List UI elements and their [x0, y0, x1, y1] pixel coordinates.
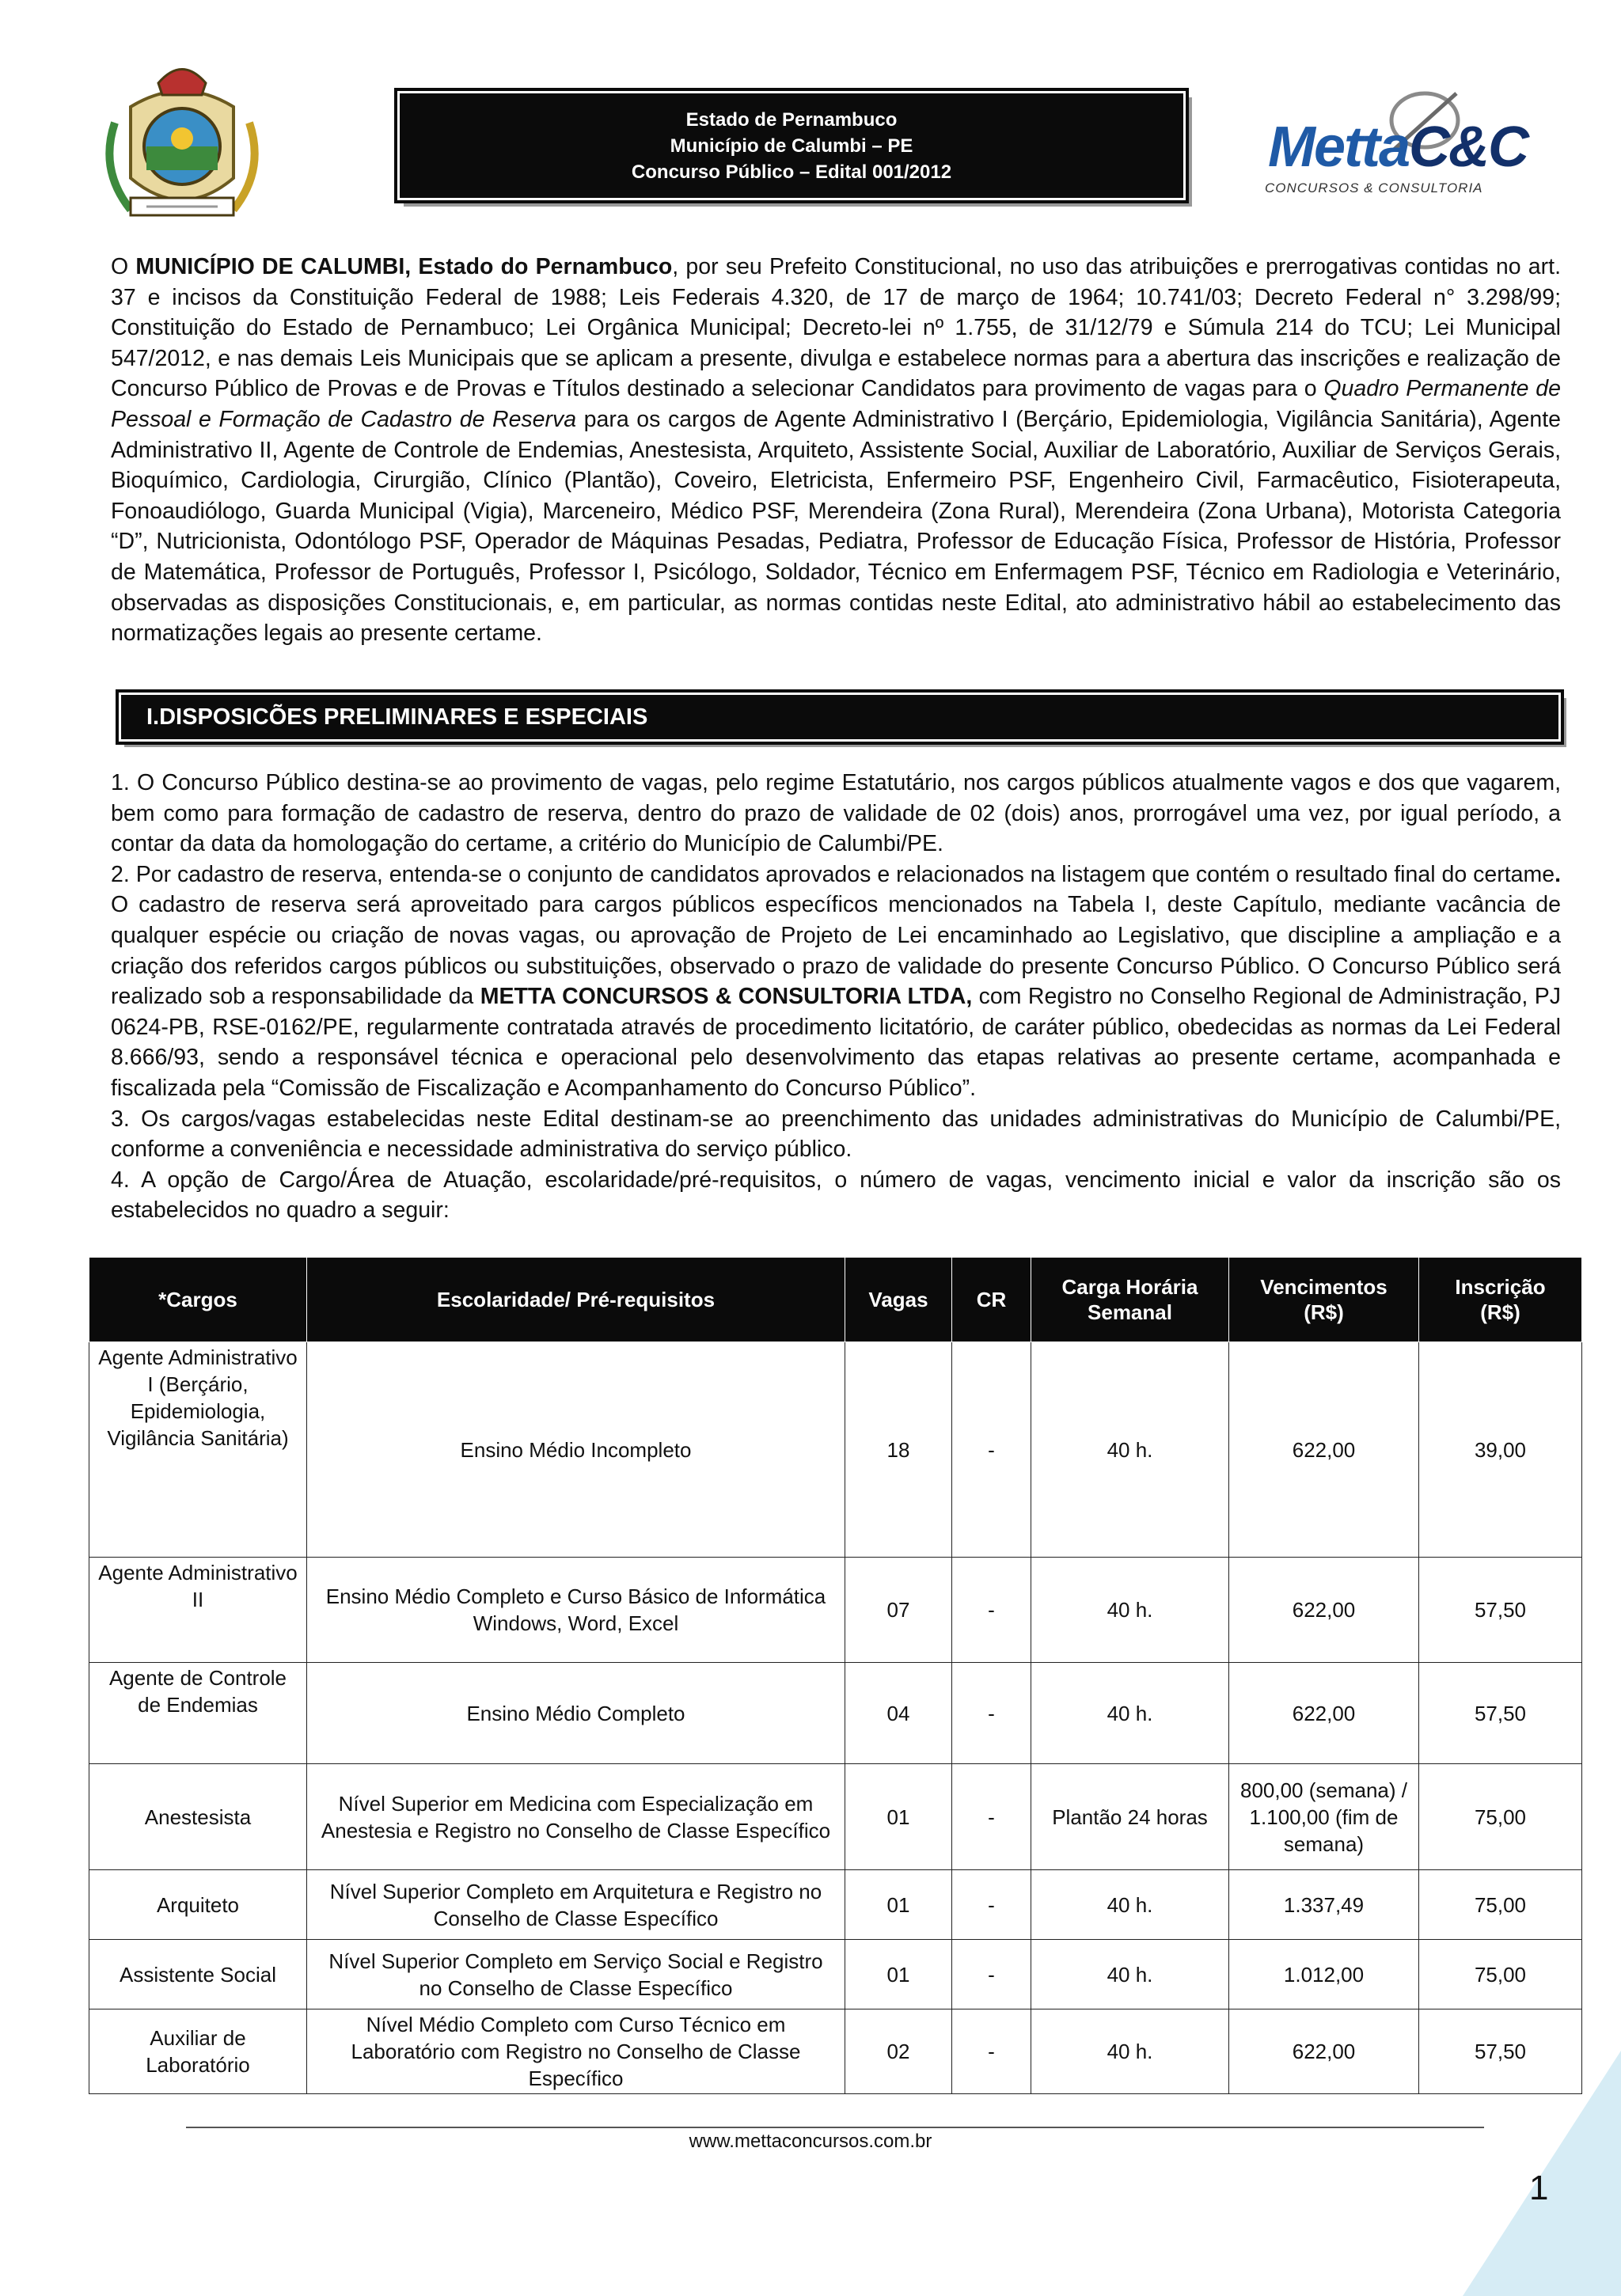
logo-name: MettaC&C [1268, 116, 1528, 179]
item-2: 2. Por cadastro de reserva, entenda-se o conjunto de candidatos aprovados e relacionados na listagem que contém o resultado final do certame. O cadastro de reserva será aproveitado para cargos públicos específicos mencionados na Tabela I, deste Capítulo, mediante vacância de qualquer espécie ou criação de novas vagas, ou aprovação de Projeto de Lei encaminhado ao Legislativo, que discipline a ampliação e a criação dos referidos cargos públicos ou substituições, observado o prazo de validade do presente Concurso Público. O Concurso Público será realizado sob a responsabilidade da METTA CONCURSOS & CONSULTORIA LTDA, com Registro no Conselho Regional de Administração, PJ 0624-PB, RSE-0162/PE, regularmente contratada através de procedimento licitatório, de caráter público, obedecidas as normas da Lei Federal 8.666/93, sendo a responsável técnica e operacional pelo desenvolvimento das etapas relativas ao presente certame, acompanhada e fiscalizada pela “Comissão de Fiscalização e Acompanhamento do Concurso Público”. [111, 861, 1561, 1101]
col-escolaridade: Escolaridade/ Pré-requisitos [307, 1258, 845, 1342]
quadro-permanente: Quadro Permanente de Pessoal e Formação de Cadastro de Reserva [111, 376, 1561, 432]
table-row: Agente de Controle de Endemias Ensino Médio Completo 04 - 40 h. 622,00 57,50 [89, 1663, 1582, 1764]
item-1: 1. O Concurso Público destina-se ao provimento de vagas, pelo regime Estatutário, nos cargos públicos atualmente vagos e dos que vagarem, bem como para formação de cadastro de reserva, dentro do prazo de validade de 02 (dois) anos, prorrogável uma vez, por igual período, a contar da data da homologação do certame, a critério do Município de Calumbi/PE. [111, 770, 1561, 857]
logo-tagline: CONCURSOS & CONSULTORIA [1265, 180, 1483, 195]
col-cargo: *Cargos [89, 1258, 307, 1342]
section-items [111, 768, 1561, 1226]
col-vagas: Vagas [845, 1258, 952, 1342]
table-row: Anestesista Nível Superior em Medicina com Especialização em Anestesia e Registro no Conselho de Classe Específico 01 - Plantão 24 horas 800,00 (semana) / 1.100,00 (fim de semana) 75,00 [89, 1764, 1582, 1870]
municipal-crest-icon [99, 59, 265, 233]
header-title-box [397, 91, 1186, 200]
col-cr: CR [952, 1258, 1031, 1342]
item-4: 4. A opção de Cargo/Área de Atuação, escolaridade/pré-requisitos, o número de vagas, vencimento inicial e valor da inscrição são os estabelecidos no quadro a seguir: [111, 1167, 1561, 1224]
header-municipality: Município de Calumbi – PE [670, 135, 913, 157]
header-edital: Concurso Público – Edital 001/2012 [631, 161, 952, 183]
table-row: Arquiteto Nível Superior Completo em Arquitetura e Registro no Conselho de Classe Específico 01 - 40 h. 1.337,49 75,00 [89, 1870, 1582, 1940]
table-header-row [89, 1258, 1582, 1342]
item-3: 3. Os cargos/vagas estabelecidas neste Edital destinam-se ao preenchimento das unidades administrativas do Município de Calumbi/PE, conforme a conveniência e necessidade administrativa do serviço público. [111, 1106, 1561, 1163]
metta-company-name: METTA CONCURSOS & CONSULTORIA LTDA, [480, 984, 973, 1010]
footer-url[interactable]: www.mettaconcursos.com.br [689, 2131, 932, 2152]
section-title: I.DISPOSICÕES PRELIMINARES E ESPECIAIS [119, 693, 1561, 742]
table-row: Assistente Social Nível Superior Completo em Serviço Social e Registro no Conselho de Classe Específico 01 - 40 h. 1.012,00 75,00 [89, 1940, 1582, 2009]
col-vencimentos: Vencimentos (R$) [1229, 1258, 1419, 1342]
vagas-table [89, 1257, 1582, 2094]
table-row: Agente Administrativo I (Berçário, Epidemiologia, Vigilância Sanitária) Ensino Médio Incompleto 18 - 40 h. 622,00 39,00 [89, 1342, 1582, 1558]
col-inscricao: Inscrição (R$) [1419, 1258, 1582, 1342]
col-carga: Carga Horária Semanal [1031, 1258, 1229, 1342]
intro-paragraph: O MUNICÍPIO DE CALUMBI, Estado do Pernambuco, por seu Prefeito Constitucional, no uso das atribuições e prerrogativas contidas no art. 37 e incisos da Constituição Federal de 1988; Leis Federais 4.320, de 17 de março de 1964; 10.741/03; Decreto Federal n° 3.298/99; Constituição do Estado de Pernambuco; Lei Orgânica Municipal; Decreto-lei nº 1.755, de 31/12/79 e Súmula 214 do TCU; Lei Municipal 547/2012, e nas demais Leis Municipais que se aplicam a presente, divulga e estabelece normas para a abertura das inscrições e realização de Concurso Público de Provas e de Provas e Títulos destinado a selecionar Candidatos para provimento de vagas para o Quadro Permanente de Pessoal e Formação de Cadastro de Reserva para os cargos de Agente Administrativo I (Berçário, Epidemiologia, Vigilância Sanitária), Agente Administrativo II, Agente de Controle de Endemias, Anestesista, Arquiteto, Assistente Social, Auxiliar de Laboratório, Auxiliar de Serviços Gerais, Bioquímico, Cardiologia, Cirurgião, Clínico (Plantão), Coveiro, Eletricista, Enfermeiro PSF, Engenheiro Civil, Farmacêutico, Fisioterapeuta, Fonoaudiólogo, Guarda Municipal (Vigia), Marceneiro, Médico PSF, Merendeira (Zona Rural), Merendeira (Zona Urbana), Motorista Categoria “D”, Nutricionista, Odontólogo PSF, Operador de Máquinas Pesadas, Pediatra, Professor de Educação Física, Professor de História, Professor de Matemática, Professor de Português, Professor I, Psicólogo, Soldador, Técnico em Enfermagem PSF, Técnico em Radiologia e Veterinário, observadas as disposições Constitucionais, e, em particular, as normas contidas neste Edital, ato administrativo hábil ao estabelecimento das normatizações legais ao presente certame. [111, 254, 1561, 647]
metta-logo [1258, 87, 1528, 198]
header-state: Estado de Pernambuco [685, 108, 898, 131]
municipality-name: MUNICÍPIO DE CALUMBI, Estado do Pernambuco [135, 254, 673, 279]
page-number: 1 [1529, 2169, 1549, 2207]
table-row: Auxiliar de Laboratório Nível Médio Completo com Curso Técnico em Laboratório com Registro no Conselho de Classe Específico 02 - 40 h. 622,00 57,50 [89, 2009, 1582, 2094]
table-row: Agente Administrativo II Ensino Médio Completo e Curso Básico de Informática Windows, Word, Excel 07 - 40 h. 622,00 57,50 [89, 1558, 1582, 1663]
footer-divider [186, 2127, 1484, 2128]
